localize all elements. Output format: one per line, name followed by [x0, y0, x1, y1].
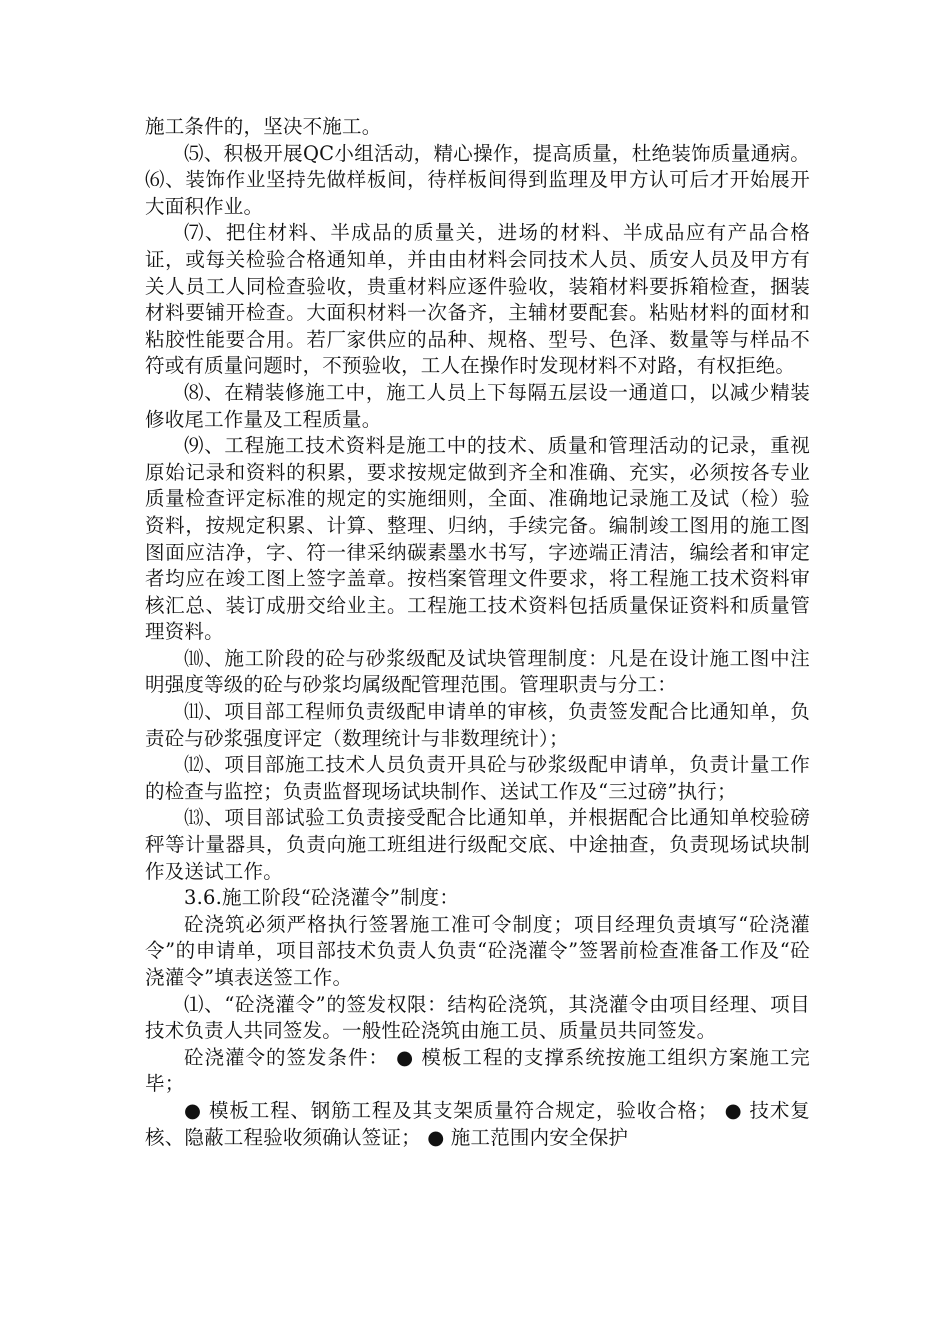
paragraph: ⒀、项目部试验工负责接受配合比通知单，并根据配合比通知单校验磅秤等计量器具，负责向施工班组进行级配交底、中途抽查，负责现场试块制作及送试工作。: [145, 806, 810, 883]
paragraph: ⑴、“砼浇灌令”的签发权限：结构砼浇筑，其浇灌令由项目经理、项目技术负责人共同签发。一般性砼浇筑由施工员、质量员共同签发。: [145, 992, 810, 1043]
paragraph: ⑻、在精装修施工中，施工人员上下每隔五层设一通道口，以减少精装修收尾工作量及工程质量。: [145, 380, 810, 431]
paragraph: ⑸、积极开展QC小组活动，精心操作，提高质量，杜绝装饰质量通病。 ⑹、装饰作业坚持先做样板间，待样板间得到监理及甲方认可后才开始展开大面积作业。: [145, 141, 810, 218]
section-heading: 3.6.施工阶段“砼浇灌令”制度：: [184, 886, 460, 910]
paragraph: 砼浇灌令的签发条件： ● 模板工程的支撑系统按施工组织方案施工完毕；: [145, 1045, 810, 1096]
paragraph: 砼浇筑必须严格执行签署施工准可令制度；项目经理负责填写“砼浇灌令”的申请单，项目部技术负责人负责“砼浇灌令”签署前检查准备工作及“砼浇灌令”填表送签工作。: [145, 912, 810, 989]
document-body: [145, 114, 810, 1151]
paragraph: 施工条件的，坚决不施工。: [145, 115, 382, 138]
paragraph: ⑼、工程施工技术资料是施工中的技术、质量和管理活动的记录，重视原始记录和资料的积累，要求按规定做到齐全和准确、充实，必须按各专业质量检查评定标准的规定的实施细则，全面、准确地记录施工及试（检）验资料，按规定积累、计算、整理、归纳，手续完备。编制竣工图用的施工图图面应洁净，字、符一律采纳碳素墨水书写，字迹端正清洁，编绘者和审定者均应在竣工图上签字盖章。按档案管理文件要求，将工程施工技术资料审核汇总、装订成册交给业主。工程施工技术资料包括质量保证资料和质量管理资料。: [145, 434, 810, 644]
paragraph: ⑾、项目部工程师负责级配申请单的审核，负责签发配合比通知单，负责砼与砂浆强度评定（数理统计与非数理统计）；: [145, 700, 810, 750]
paragraph: ⑽、施工阶段的砼与砂浆级配及试块管理制度：凡是在设计施工图中注明强度等级的砼与砂浆均属级配管理范围。管理职责与分工：: [145, 646, 810, 697]
paragraph: ⑺、把住材料、半成品的质量关，进场的材料、半成品应有产品合格证，或每关检验合格通知单，并由由材料会同技术人员、质安人员及甲方有关人员工人同检查验收，贵重材料应逐件验收，装箱材料要拆箱检查，捆装材料要铺开检查。大面积材料一次备齐，主辅材要配套。粘贴材料的面材和粘胶性能要合用。若厂家供应的品种、规格、型号、色泽、数量等与样品不符或有质量问题时，不预验收，工人在操作时发现材料不对路，有权拒绝。: [145, 221, 810, 378]
paragraph: ⑿、项目部施工技术人员负责开具砼与砂浆级配申请单，负责计量工作的检查与监控；负责监督现场试块制作、送试工作及“三过磅”执行；: [145, 753, 810, 803]
paragraph: ● 模板工程、钢筋工程及其支架质量符合规定，验收合格； ● 技术复核、隐蔽工程验收须确认签证； ● 施工范围内安全保护: [145, 1098, 810, 1149]
